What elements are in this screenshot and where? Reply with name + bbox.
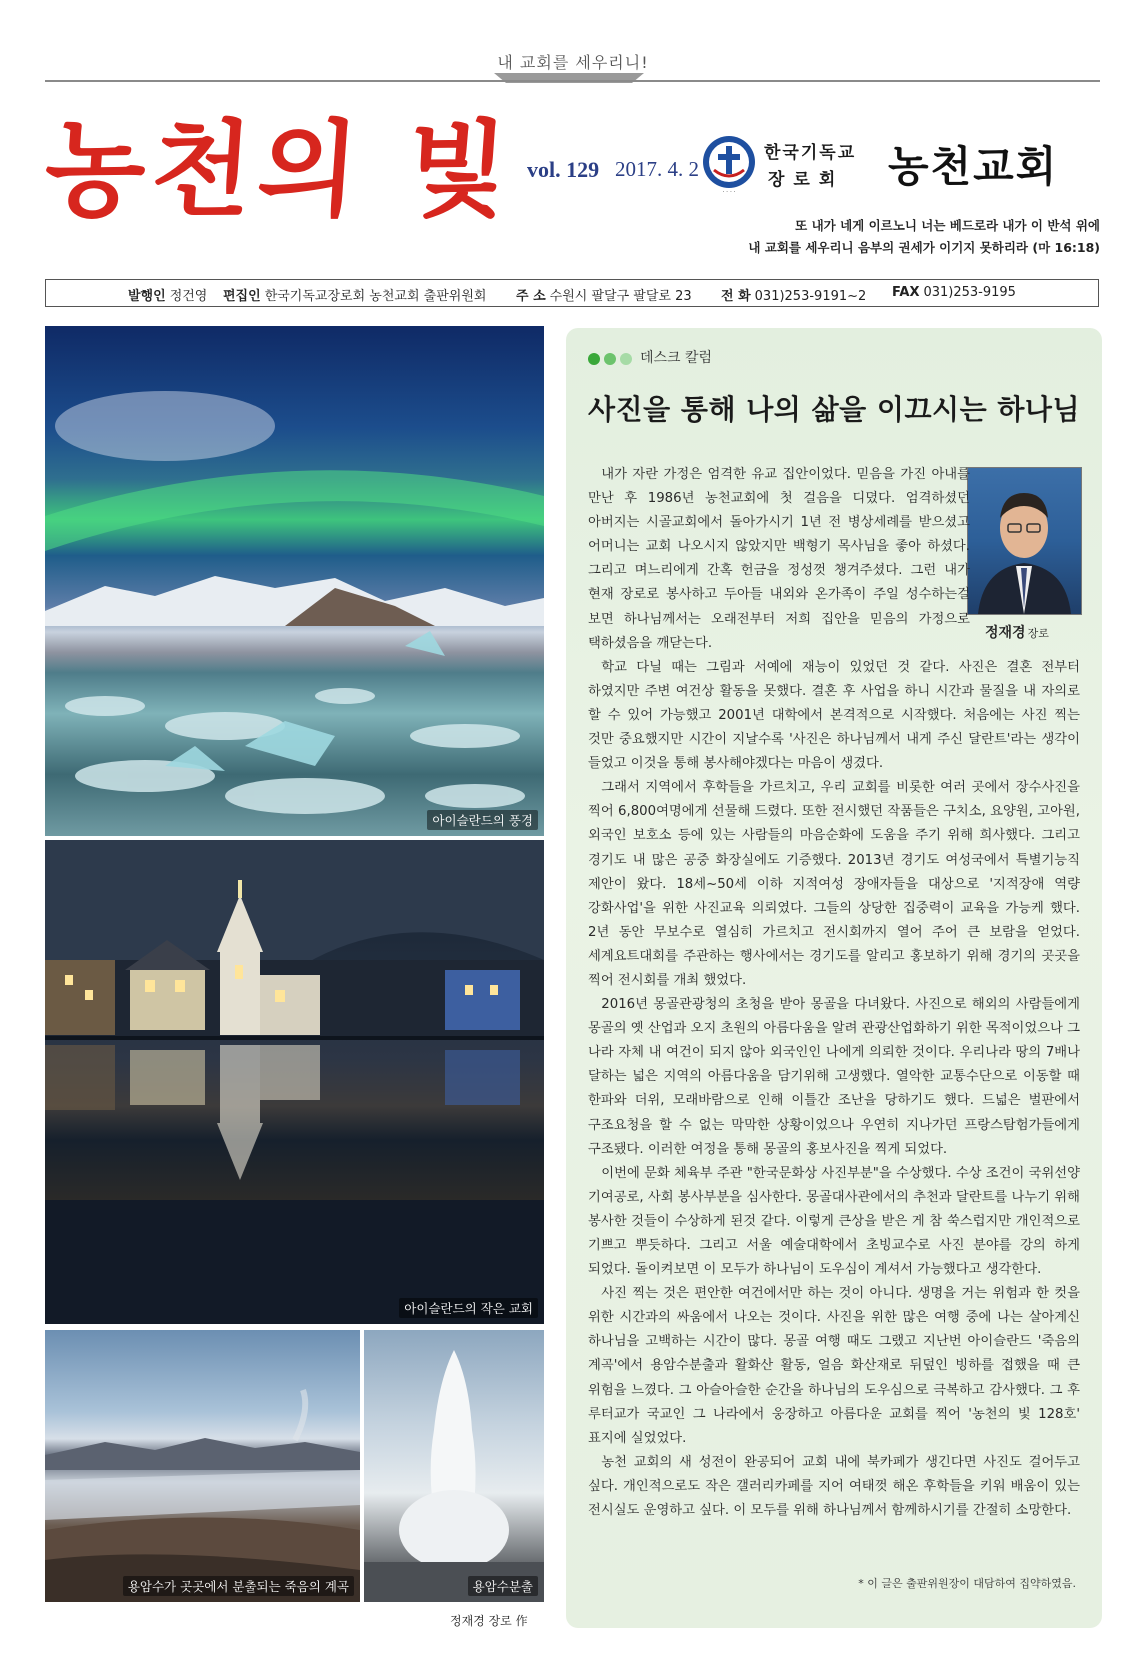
author-name-text: 정재경	[985, 625, 1026, 641]
church-illustration	[45, 840, 544, 1324]
photo-iceland-church	[45, 840, 544, 1324]
phone-value: 031)253-9191~2	[754, 289, 867, 304]
phone-label: 전 화	[721, 289, 751, 304]
column-paragraph: 사진 찍는 것은 편안한 여건에서만 하는 것이 아니다. 생명을 거는 위험과 한 컷을 위한 시간과의 싸움에서 나오는 것이다. 사진을 위한 많은 여행 중에 나는 살아계신 하나님을 고백하는 시간이 많다. 몽골 여행 때도 그랬고 지난번 아이슬란드 '죽음의 계곡'에서 용암수분출과 활화산 활동, 얼음 화산재로 뒤덮인 빙하를 접했을 때 큰 위험을 느꼈다. 그 아슬아슬한 순간을 하나님의 도우심으로 극복하고 감사했다. 그 후 루터교가 국교인 그 나라에서 웅장하고 아름다운 교회를 찍어 '농천의 빛 128호' 표지에 실었었다.	[588, 1286, 1080, 1446]
fax-label: FAX	[892, 285, 920, 300]
photo-iceland-landscape	[45, 326, 544, 836]
denomination-line1: 한국기독교	[764, 143, 857, 163]
publisher-info	[128, 285, 207, 304]
column-category: 데스크 칼럼	[640, 350, 713, 366]
column-paragraph: 농천 교회의 새 성전이 완공되어 교회 내에 북카페가 생긴다면 사진도 걸어두고 싶다. 개인적으로도 작은 갤러리카페를 지어 여태껏 해온 후학들을 키워 배움이 있는 전시실도 운영하고 싶다. 이 모두를 위해 하나님께서 함께하시기를 간절히 소망한다.	[588, 1454, 1080, 1519]
publisher-label: 발행인	[128, 289, 166, 304]
column-body	[588, 463, 1080, 1523]
fax-value: 031)253-9195	[923, 285, 1016, 300]
photo-caption-valley: 용암수가 곳곳에서 분출되는 죽음의 계곡	[123, 1576, 354, 1596]
photo-caption-eruption: 용암수분출	[468, 1576, 538, 1596]
photo-death-valley	[45, 1330, 360, 1602]
category-dots	[588, 350, 636, 369]
bible-verse-line2: 내 교회를 세우리니 음부의 권세가 이기지 못하리라 (마 16:18)	[748, 240, 1100, 255]
valley-illustration	[45, 1330, 360, 1602]
editor-info	[223, 285, 486, 304]
dot-icon	[588, 353, 600, 365]
column-paragraph: 이번에 문화 체육부 주관 "한국문화상 사진부분"을 수상했다. 수상 조건이 국위선양 기여공로, 사회 봉사부분을 심사한다. 몽골대사관에서의 추천과 달란트를 나누기 위해 봉사한 것들이 수상하게 된것 같다. 이렇게 큰상을 받은 게 참 쑥스럽지만 개인적으로 기쁘고 뿌듯하다. 그리고 서울 예술대학에서 초빙교수로 사진 분야를 강의 하게 되었다. 돌이켜보면 이 모두가 하나님이 도우심이 계셔서 가능했다고 생각한다.	[588, 1165, 1080, 1278]
editor-label: 편집인	[223, 289, 261, 304]
fax-info	[892, 285, 1016, 300]
geyser-illustration	[364, 1330, 544, 1602]
column-paragraph: 내가 자란 가정은 엄격한 유교 집안이었다. 믿음을 가진 아내를 만난 후 1986년 농천교회에 첫 걸음을 디뎠다. 엄격하셨던 아버지는 시골교회에서 돌아가시기 1년 전 병상세례를 받으셨고 어머니는 교회 나오시지 않았지만 백형기 목사님을 좋아 하셨다. 그리고 며느리에게 간혹 헌금을 정성껏 챙겨주셨다. 그런 내가 현재 장로로 봉사하고 두아들 내외와 온가족이 주일 성수하는걸 보면 하나님께서는 오래전부터 저희 집안을 믿음의 가정으로 택하셨음을 깨닫는다.	[588, 467, 970, 651]
bible-verse-line1: 또 내가 네게 이르노니 너는 베드로라 내가 이 반석 위에	[795, 218, 1100, 233]
portrait-spacer	[970, 463, 1080, 635]
column-paragraph: 학교 다닐 때는 그림과 서예에 재능이 있었던 것 같다. 사진은 결혼 전부터 하였지만 주변 여건상 활동을 못했다. 결혼 후 사업을 하니 시간과 물질을 내 자의로 할 수 있어 가능했고 2001년 대학에서 본격적으로 시작했다. 처음에는 사진 찍는 것만 중요했지만 시간이 지날수록 '사진은 하나님께서 내게 주신 달란트'라는 생각이 들었고 이것을 통해 봉사해야겠다는 마음이 생겼다.	[588, 659, 1080, 772]
column-paragraph: 그래서 지역에서 후학들을 가르치고, 우리 교회를 비롯한 여러 곳에서 장수사진을 찍어 6,800여명에게 선물해 드렸다. 또한 전시했던 작품들은 구치소, 요양원, 고아원, 외국인 보호소 등에 있는 사람들의 마음순화에 도움을 주기 위해 희사했다. 그리고 경기도 내 많은 공중 화장실에도 기증했다. 2013년 경기도 여성국에서 특별기능직 제안이 왔다. 18세~50세 이하 지적여성 장애자들을 대상으로 '지적장애 역량 강화사업'을 위한 사진교육 의뢰였다. 그들의 상당한 집중력이 교육을 가능케 했다. 2년 동안 무보수로 열심히 가르치고 전시회까지 열어 주어 큰 보람을 얻었다. 세계요트대회를 주관하는 행사에서는 경기도를 알리고 홍보하기 위해 경기의 곳곳을 찍어 전시회를 개최 했었다.	[588, 780, 1080, 988]
column-paragraph: 2016년 몽골관광청의 초청을 받아 몽골을 다녀왔다. 사진으로 해외의 사람들에게 몽골의 옛 산업과 오지 초원의 아름다움을 알려 관광산업화하기 위한 목적이었으나 그 나라 자체 내 여건이 되지 않아 외국인인 나에게 의뢰한 것이다. 우리나라 땅의 7배나 달하는 넓은 지역의 아름다움을 담기위해 고생했다. 열악한 교통수단으로 이동할 때 한파와 더위, 모래바람으로 인해 이틀간 조난을 당하기도 했다. 드넓은 벌판에서 구조요청을 할 수 없는 막막한 상황이었으나 우연히 지나가던 프랑스탐험가들에게 구조됐다. 이러한 여정을 통해 몽골의 홍보사진을 찍게 되었다.	[588, 997, 1080, 1157]
church-emblem-icon	[700, 134, 758, 196]
slogan: 내 교회를 세우리니!	[497, 53, 649, 72]
newsletter-title: 농천의 빛	[40, 108, 518, 231]
svg-text:· · · ·: · · · ·	[722, 189, 736, 196]
publication-info-bar	[45, 279, 1099, 307]
publisher-value: 정건영	[169, 289, 208, 304]
dot-icon	[604, 353, 616, 365]
editor-value: 한국기독교장로회 농천교회 출판위원회	[264, 289, 487, 304]
photo-caption-landscape: 아이슬란드의 풍경	[427, 810, 538, 830]
address-info	[516, 285, 692, 304]
top-divider	[45, 80, 1100, 82]
iceberg-illustration	[45, 326, 544, 836]
photo-credit: 정재경 장로 作	[450, 1614, 528, 1628]
author-title: 장로	[1027, 627, 1049, 640]
column-headline: 사진을 통해 나의 삶을 이끄시는 하나님	[588, 393, 1081, 426]
photo-caption-church: 아이슬란드의 작은 교회	[399, 1298, 538, 1318]
denomination-line2: 장로회	[768, 170, 845, 190]
column-footnote: * 이 글은 출판위원장이 대담하여 집약하였음.	[858, 1577, 1076, 1590]
volume-number: vol. 129	[527, 157, 600, 182]
address-value: 수원시 팔달구 팔달로 23	[549, 289, 692, 304]
address-label: 주 소	[516, 289, 546, 304]
issue-date: 2017. 4. 2	[615, 157, 699, 181]
photo-lava-eruption	[364, 1330, 544, 1602]
phone-info	[721, 285, 866, 304]
dot-icon	[620, 353, 632, 365]
church-name: 농천교회	[888, 142, 1059, 191]
